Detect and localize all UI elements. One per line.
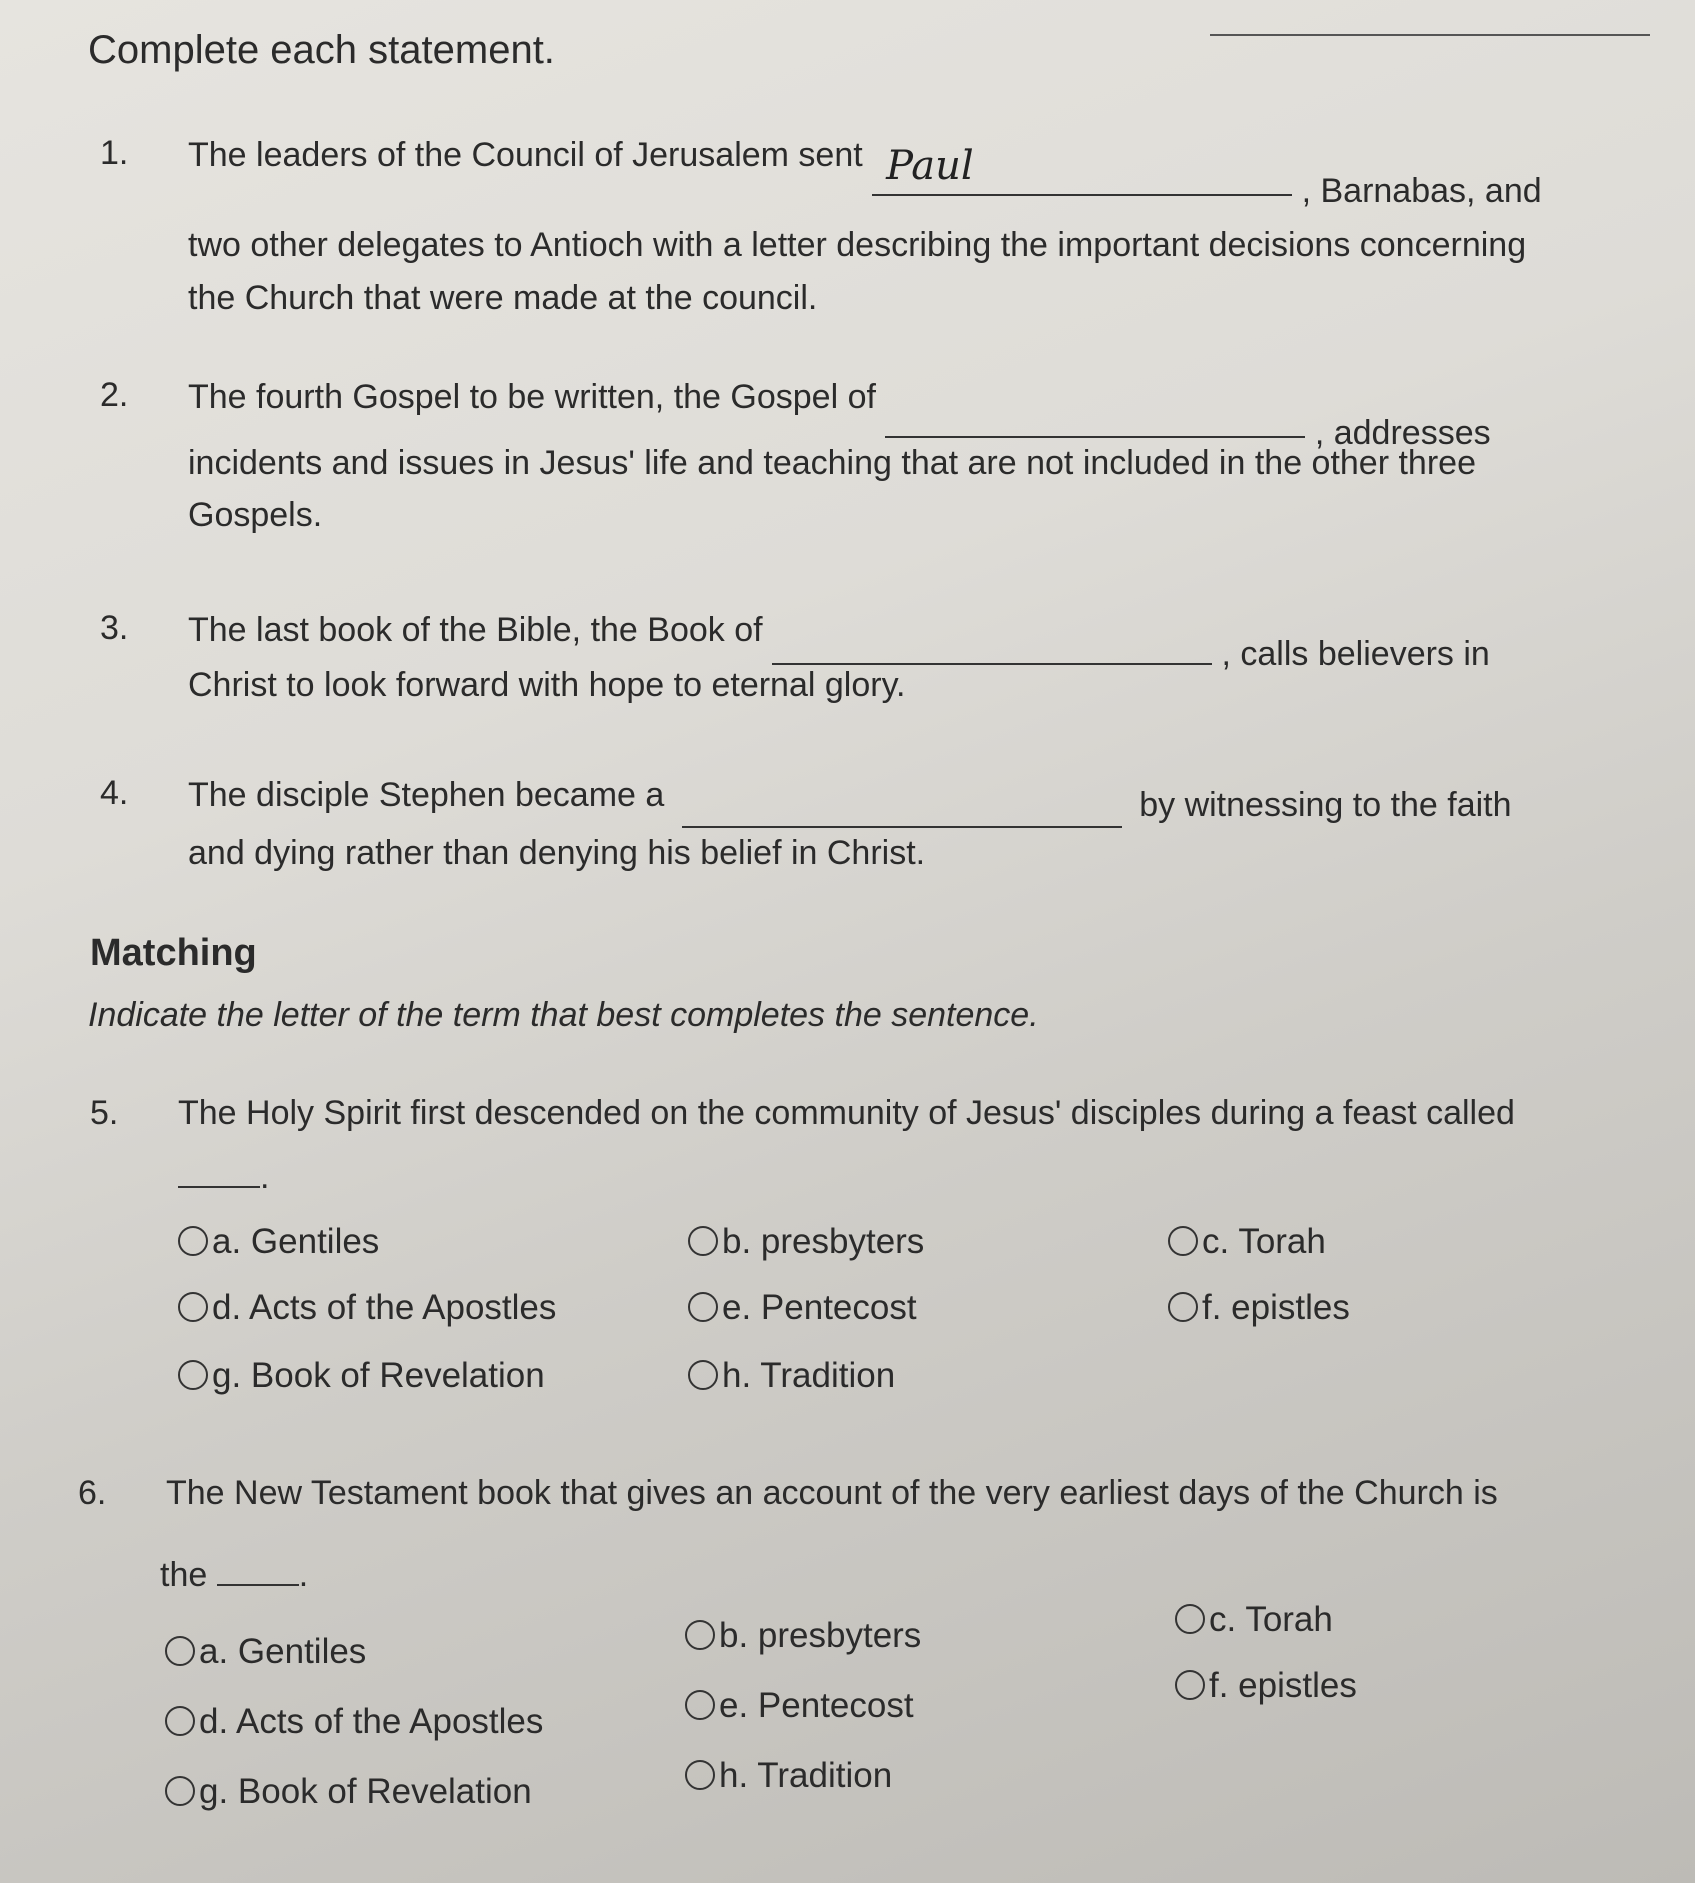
question-text: incidents and issues in Jesus' life and teaching that are not included in the other three: [188, 444, 1476, 482]
question-text: , Barnabas, and: [1301, 172, 1542, 210]
question-number: 3.: [100, 609, 129, 647]
answer-blank-1[interactable]: [872, 143, 1292, 196]
question-5: [90, 1090, 1650, 1200]
radio-button[interactable]: [1175, 1604, 1205, 1634]
option-f[interactable]: f. epistles: [1168, 1288, 1350, 1328]
question-text: two other delegates to Antioch with a letter describing the important decisions concerning: [188, 226, 1527, 264]
question-text: the: [160, 1556, 208, 1594]
radio-button[interactable]: [685, 1690, 715, 1720]
option-h[interactable]: h. Tradition: [685, 1756, 892, 1796]
question-number: 5.: [90, 1094, 119, 1132]
radio-button[interactable]: [685, 1620, 715, 1650]
question-text: The Holy Spirit first descended on the community of Jesus' disciples during a feast called: [178, 1094, 1515, 1132]
section-title: Matching: [90, 932, 257, 974]
page-heading: Complete each statement.: [88, 28, 555, 72]
question-text: The fourth Gospel to be written, the Gospel of: [188, 378, 876, 416]
options-6: [165, 1600, 1485, 1826]
radio-button[interactable]: [1175, 1670, 1205, 1700]
option-c[interactable]: c. Torah: [1175, 1600, 1333, 1640]
question-text: and dying rather than denying his belief in Christ.: [188, 834, 926, 872]
radio-button[interactable]: [178, 1226, 208, 1256]
question-text: , addresses: [1314, 414, 1491, 452]
handwritten-answer: Paul: [886, 143, 974, 189]
answer-blank-6[interactable]: [217, 1550, 299, 1586]
option-f[interactable]: f. epistles: [1175, 1666, 1357, 1706]
option-c[interactable]: c. Torah: [1168, 1222, 1326, 1262]
option-g[interactable]: g. Book of Revelation: [178, 1356, 545, 1396]
option-d[interactable]: d. Acts of the Apostles: [165, 1702, 543, 1742]
option-a[interactable]: a. Gentiles: [178, 1222, 379, 1262]
radio-button[interactable]: [165, 1636, 195, 1666]
answer-blank-3[interactable]: [772, 629, 1212, 665]
question-text: Gospels.: [188, 496, 323, 534]
option-d[interactable]: d. Acts of the Apostles: [178, 1288, 556, 1328]
section-instruction: Indicate the letter of the term that best completes the sentence.: [88, 996, 1039, 1034]
question-text: .: [260, 1158, 270, 1196]
question-number: 6.: [78, 1474, 107, 1512]
option-b[interactable]: b. presbyters: [688, 1222, 924, 1262]
question-number: 4.: [100, 774, 129, 812]
radio-button[interactable]: [178, 1292, 208, 1322]
radio-button[interactable]: [1168, 1226, 1198, 1256]
question-text: The disciple Stephen became a: [188, 776, 665, 814]
radio-button[interactable]: [685, 1760, 715, 1790]
option-b[interactable]: b. presbyters: [685, 1616, 921, 1656]
answer-blank-5[interactable]: [178, 1152, 260, 1188]
question-text: The New Testament book that gives an account of the very earliest days of the Church is: [166, 1474, 1498, 1512]
question-text: Christ to look forward with hope to eternal glory.: [188, 666, 906, 704]
question-number: 2.: [100, 376, 129, 414]
option-e[interactable]: e. Pentecost: [685, 1686, 914, 1726]
option-g[interactable]: g. Book of Revelation: [165, 1772, 532, 1812]
question-text: The last book of the Bible, the Book of: [188, 611, 763, 649]
answer-blank-2[interactable]: [885, 402, 1305, 438]
radio-button[interactable]: [178, 1360, 208, 1390]
radio-button[interactable]: [688, 1360, 718, 1390]
radio-button[interactable]: [165, 1706, 195, 1736]
question-2: [100, 372, 1620, 552]
radio-button[interactable]: [688, 1226, 718, 1256]
options-5: [178, 1222, 1478, 1422]
question-text: by witnessing to the faith: [1139, 786, 1512, 824]
option-a[interactable]: a. Gentiles: [165, 1632, 366, 1672]
question-3: [100, 605, 1620, 725]
radio-button[interactable]: [688, 1292, 718, 1322]
question-1: [100, 130, 1620, 320]
radio-button[interactable]: [1168, 1292, 1198, 1322]
question-text: , calls believers in: [1221, 635, 1490, 673]
question-text: .: [298, 1556, 309, 1594]
top-rule: [1210, 34, 1650, 36]
question-6: [78, 1470, 1658, 1600]
question-number: 1.: [100, 134, 129, 172]
answer-blank-4[interactable]: [682, 792, 1122, 828]
radio-button[interactable]: [165, 1776, 195, 1806]
option-e[interactable]: e. Pentecost: [688, 1288, 917, 1328]
question-text: the Church that were made at the council.: [188, 279, 818, 317]
option-h[interactable]: h. Tradition: [688, 1356, 895, 1396]
question-text: The leaders of the Council of Jerusalem sent: [188, 136, 863, 174]
question-4: [100, 770, 1620, 890]
